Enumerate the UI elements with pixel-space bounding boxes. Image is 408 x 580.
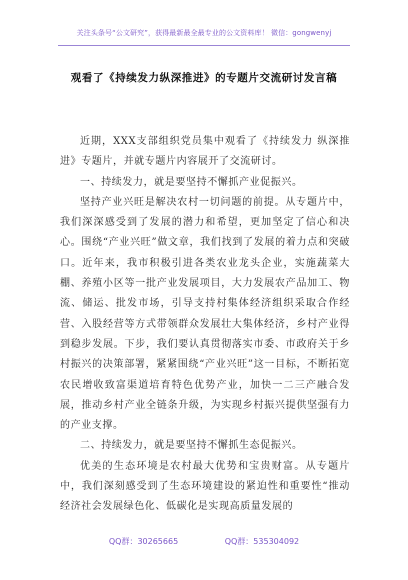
document-body [60, 132, 350, 518]
paragraph-intro: 近期，XXX支部组织党员集中观看了《持续发力 纵深推进》专题片，并就专题片内容展开了交流研讨。 [60, 136, 350, 168]
header-divider [58, 45, 350, 46]
section-heading-2: 二、持续发力，就是要坚持不懈抓生态促振兴。 [80, 440, 303, 452]
section-heading-1: 一、持续发力，就是要坚持不懈抓产业促振兴。 [80, 176, 303, 188]
document-title: 观看了《持续发力纵深推进》的专题片交流研讨发言稿 [70, 72, 338, 84]
paragraph-industry: 坚持产业兴旺是解决农村一切问题的前提。从专题片中，我们深深感受到了发展的潜力和希望，更加坚定了信心和决心。围绕“产业兴旺”做文章，我们找到了发展的着力点和突破口。近年来，我市积极引进各类农业龙头企业，实施蔬菜大棚、养殖小区等一批产业发展项目，大力发展农产品加工、物流、储运、批发市场，引导支持村集体经济组织采取合作经营、入股经营等方式带领群众发展壮大集体经济，乡村产业得到稳步发展。下步，我们要认真贯彻落实市委、市政府关于乡村振兴的决策部署，紧紧围绕“产业兴旺”这一目标，不断拓宽农民增收致富渠道培育特色优势产业，加快一二三产融合发展，推动乡村产业全链条升级，为实现乡村振兴提供坚强有力的产业支撑。 [60, 196, 350, 432]
footer-contact [0, 536, 408, 547]
paragraph-ecology: 优美的生态环境是农村最大优势和宝贵财富。从专题片中，我们深刻感受到了生态环境建设的紧迫性和重要性“推动经济社会发展绿色化、低碳化是实现高质量发展的 [60, 460, 350, 513]
footer-qq-group-2: QQ群：535304092 [224, 537, 300, 546]
footer-qq-group-1: QQ群：30265665 [108, 537, 179, 546]
header-promo-note: 关注头条号“公文研究”，获得最新最全最专业的公文资料库！ 微信：gongwenyj [76, 29, 332, 37]
